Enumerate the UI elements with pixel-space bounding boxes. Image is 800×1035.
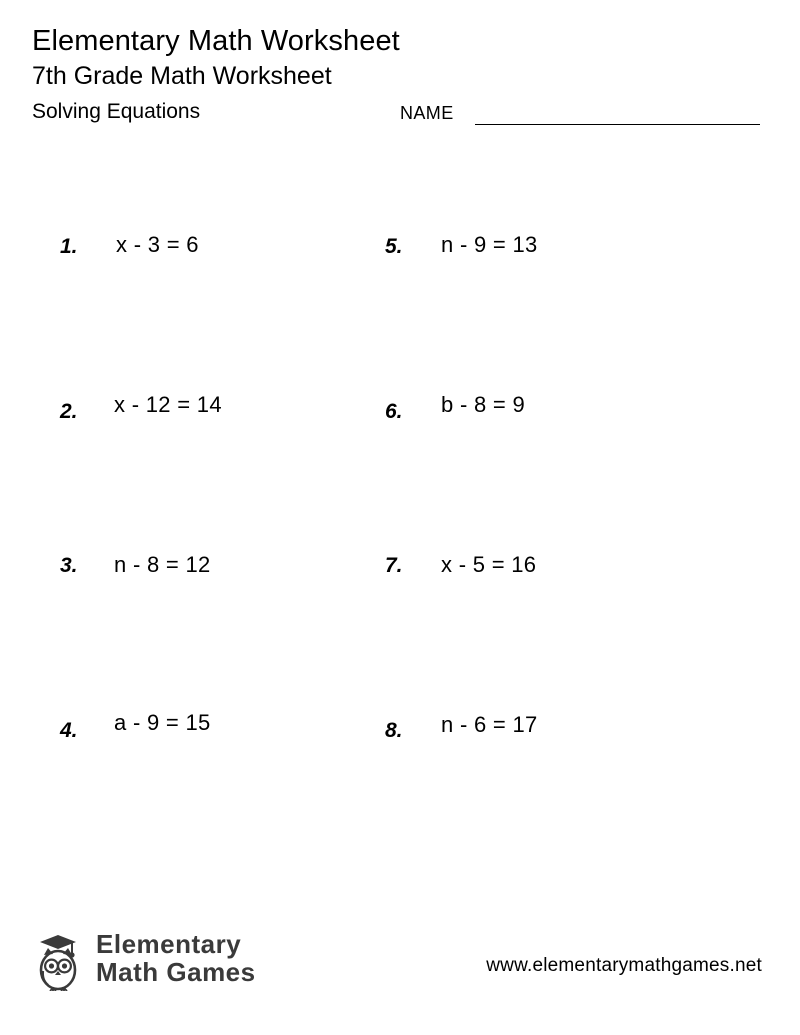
worksheet-footer — [0, 927, 800, 997]
problem-equation: b - 8 = 9 — [441, 392, 526, 417]
problem-row — [0, 392, 800, 552]
problem-row — [0, 712, 800, 872]
problem-number: 3. — [60, 554, 78, 577]
problem-equation: n - 8 = 12 — [114, 552, 211, 577]
problem-number: 8. — [385, 719, 403, 742]
problem-item-2 — [60, 392, 222, 423]
page-title: Elementary Math Worksheet — [32, 25, 400, 57]
problem-number: 5. — [385, 235, 403, 258]
problem-equation: n - 6 = 17 — [441, 712, 538, 737]
problem-equation: x - 12 = 14 — [114, 392, 222, 417]
site-url: www.elementarymathgames.net — [486, 955, 762, 976]
subject-and-name-row — [32, 100, 772, 130]
problem-number: 4. — [60, 719, 78, 742]
logo-line-2: Math Games — [96, 957, 256, 987]
problem-row — [0, 232, 800, 392]
problem-number: 6. — [385, 400, 403, 423]
problem-item-7 — [385, 552, 536, 578]
problem-number: 1. — [60, 235, 78, 258]
problem-equation: a - 9 = 15 — [114, 710, 211, 735]
problem-item-3 — [60, 552, 211, 578]
problem-item-6 — [385, 392, 526, 423]
problem-item-8 — [385, 712, 538, 742]
problem-equation: x - 5 = 16 — [441, 552, 537, 577]
logo-line-1: Elementary — [96, 929, 242, 959]
problem-equation: n - 9 = 13 — [441, 232, 538, 257]
problem-number: 7. — [385, 554, 403, 577]
owl-graduate-icon — [34, 929, 90, 991]
problem-item-4 — [60, 710, 211, 742]
logo-wordmark — [96, 931, 256, 985]
problem-number: 2. — [60, 400, 78, 423]
problem-item-5 — [385, 232, 538, 258]
problem-row — [0, 552, 800, 712]
page-subtitle: 7th Grade Math Worksheet — [32, 62, 332, 91]
site-logo — [34, 927, 256, 989]
problem-list — [0, 232, 800, 872]
problem-equation: x - 3 = 6 — [116, 232, 199, 257]
name-label: NAME — [400, 103, 454, 124]
problem-item-1 — [60, 232, 199, 258]
worksheet-subject: Solving Equations — [32, 100, 201, 124]
worksheet-header — [32, 24, 772, 130]
name-input-line[interactable] — [475, 124, 760, 125]
